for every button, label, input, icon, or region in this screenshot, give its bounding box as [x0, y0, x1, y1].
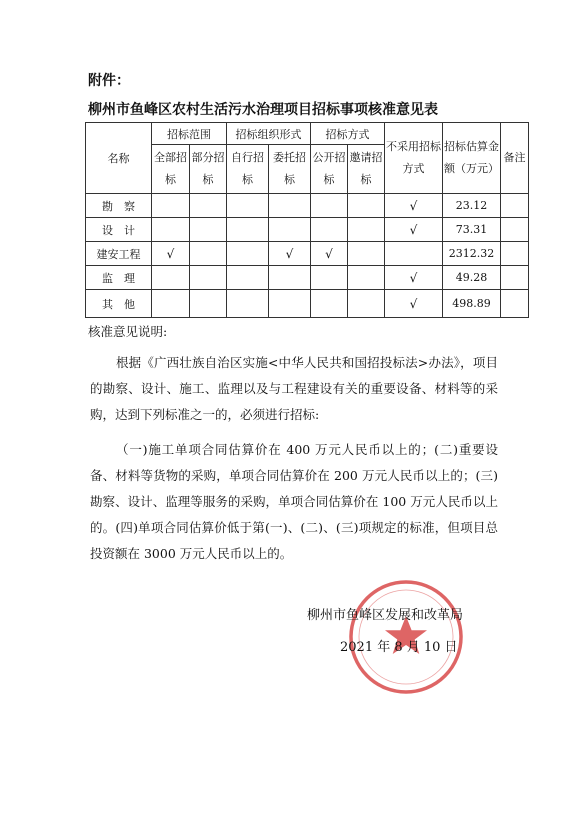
cell-method-open [311, 194, 348, 218]
cell-method-open [311, 218, 348, 242]
notes-paragraph-2: （一)施工单项合同估算价在 400 万元人民币以上的；(二)重要设备、材料等货物的采购，单项合同估算价在 200 万元人民币以上的；(三)勘察、设计、监理等服务的采购，单项合同估算价在 100 万元人民币以上的。(四)单项合同估算价低于第(一)、(二)、(三)项规定的标准，但项目总投资额在 3000 万元人民币以上的。 [90, 442, 498, 561]
cell-remark [501, 290, 529, 318]
cell-scope-partial [190, 218, 227, 242]
table-row [86, 218, 529, 242]
signing-date: 2021 年 8 月 10 日 [340, 640, 458, 655]
row-name: 设 计 [86, 218, 152, 242]
approval-table [85, 122, 529, 318]
cell-amount: 498.89 [443, 290, 501, 318]
cell-scope-partial [190, 290, 227, 318]
row-name: 勘 察 [86, 194, 152, 218]
header-method-invite: 邀请招标 [348, 145, 385, 194]
cell-remark [501, 194, 529, 218]
table-row [86, 194, 529, 218]
cell-org-self [227, 194, 269, 218]
cell-org-self [227, 218, 269, 242]
cell-org-entrust: √ [269, 242, 311, 266]
cell-org-self [227, 290, 269, 318]
table-row [86, 242, 529, 266]
cell-scope-all [152, 194, 190, 218]
header-org-self: 自行招标 [227, 145, 269, 194]
cell-scope-all: √ [152, 242, 190, 266]
notes-paragraph-1: 根据《广西壮族自治区实施<中华人民共和国招投标法>办法》，项目的勘察、设计、施工、监理以及与工程建设有关的重要设备、材料等的采购，达到下列标准之一的，必须进行招标: [90, 355, 498, 422]
header-org-entrust: 委托招标 [269, 145, 311, 194]
header-estimate: 招标估算金额（万元） [443, 123, 501, 194]
cell-remark [501, 242, 529, 266]
cell-method-open [311, 266, 348, 290]
cell-method-open: √ [311, 242, 348, 266]
cell-scope-all [152, 266, 190, 290]
cell-amount: 73.31 [443, 218, 501, 242]
header-method: 招标方式 [311, 123, 385, 145]
cell-no-bid [385, 242, 443, 266]
cell-amount: 49.28 [443, 266, 501, 290]
header-no-bid: 不采用招标方式 [385, 123, 443, 194]
header-scope-partial: 部分招标 [190, 145, 227, 194]
cell-remark [501, 266, 529, 290]
cell-org-entrust [269, 218, 311, 242]
cell-method-invite [348, 266, 385, 290]
cell-scope-partial [190, 194, 227, 218]
cell-org-self [227, 242, 269, 266]
notes-heading: 核准意见说明: [88, 324, 168, 339]
header-method-open: 公开招标 [311, 145, 348, 194]
header-scope-all: 全部招标 [152, 145, 190, 194]
table-row [86, 266, 529, 290]
cell-no-bid: √ [385, 290, 443, 318]
cell-org-entrust [269, 194, 311, 218]
row-name: 其 他 [86, 290, 152, 318]
table-row [86, 290, 529, 318]
cell-scope-partial [190, 266, 227, 290]
cell-org-entrust [269, 290, 311, 318]
cell-method-invite [348, 218, 385, 242]
cell-org-entrust [269, 266, 311, 290]
cell-method-invite [348, 242, 385, 266]
cell-no-bid: √ [385, 266, 443, 290]
cell-no-bid: √ [385, 194, 443, 218]
cell-org-self [227, 266, 269, 290]
cell-scope-partial [190, 242, 227, 266]
cell-amount: 2312.32 [443, 242, 501, 266]
header-org: 招标组织形式 [227, 123, 311, 145]
signing-organization: 柳州市鱼峰区发展和改革局 [307, 608, 464, 623]
cell-method-invite [348, 194, 385, 218]
cell-scope-all [152, 218, 190, 242]
header-scope: 招标范围 [152, 123, 227, 145]
header-name: 名称 [86, 123, 152, 194]
header-remark: 备注 [501, 123, 529, 194]
cell-no-bid: √ [385, 218, 443, 242]
cell-scope-all [152, 290, 190, 318]
cell-method-invite [348, 290, 385, 318]
cell-method-open [311, 290, 348, 318]
row-name: 监 理 [86, 266, 152, 290]
document-title: 柳州市鱼峰区农村生活污水治理项目招标事项核准意见表 [88, 102, 438, 118]
cell-remark [501, 218, 529, 242]
attachment-label: 附件： [88, 73, 130, 89]
cell-amount: 23.12 [443, 194, 501, 218]
row-name: 建安工程 [86, 242, 152, 266]
